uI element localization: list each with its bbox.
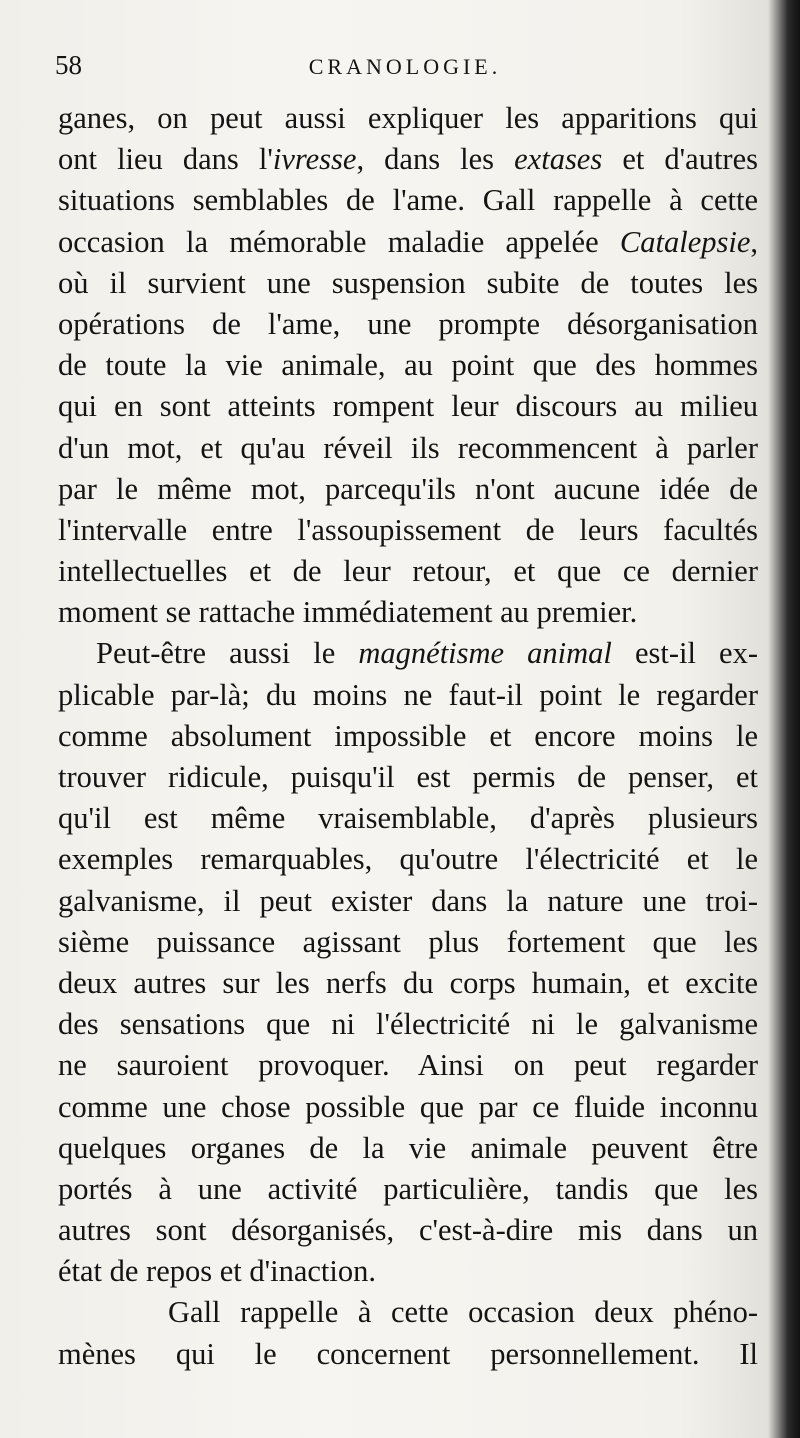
text-segment: situations semblables de l'ame. Gall rappelle à cette — [58, 183, 758, 218]
page-header — [55, 50, 755, 90]
text-line — [58, 1292, 758, 1333]
text-segment: ne sauroient provoquer. Ainsi on peut regarder — [58, 1048, 758, 1083]
text-segment: plicable par-là; du moins ne faut-il point le regarder — [58, 677, 758, 712]
text-line — [58, 551, 758, 592]
text-line — [58, 798, 758, 839]
text-line — [58, 469, 758, 510]
text-segment: , dans les — [356, 142, 515, 177]
text-segment: Gall rappelle à cette occasion deux phéno- — [168, 1295, 758, 1330]
text-line — [58, 963, 758, 1004]
text-segment: portés à une activité particulière, tandis que les — [58, 1171, 758, 1206]
italic-segment: Catalepsie — [619, 224, 751, 259]
text-segment: ganes, on peut aussi expliquer les apparitions qui — [58, 101, 758, 135]
text-segment: par le même mot, parcequ'ils n'ont aucune idée de — [58, 471, 758, 506]
italic-segment: ivresse — [272, 142, 357, 177]
text-segment: galvanisme, il peut exister dans la nature une troi- — [58, 883, 758, 918]
text-line — [58, 1334, 758, 1375]
text-segment: comme une chose possible que par ce fluide inconnu — [58, 1089, 758, 1124]
italic-segment: extases — [514, 142, 603, 177]
text-line — [58, 510, 758, 551]
text-line — [58, 428, 758, 469]
text-segment: occasion la mémorable maladie appelée — [58, 224, 620, 259]
text-line — [58, 345, 758, 386]
text-line — [58, 386, 758, 427]
text-segment: quelques organes de la vie animale peuvent être — [58, 1130, 758, 1165]
text-line — [58, 1004, 758, 1045]
page-number: 58 — [55, 50, 82, 80]
text-segment: opérations de l'ame, une prompte désorganisation — [58, 306, 758, 341]
text-line — [58, 180, 758, 221]
text-segment: intellectuelles et de leur retour, et que ce dernier — [58, 554, 758, 589]
text-line — [58, 98, 758, 139]
text-segment: Peut-être aussi le — [96, 636, 359, 671]
text-segment: des sensations que ni l'électricité ni le galvanisme — [58, 1007, 758, 1042]
text-segment: moment se rattache immédiatement au premier. — [58, 595, 638, 630]
text-line — [58, 1251, 758, 1292]
italic-segment: magnétisme animal — [358, 636, 612, 671]
text-segment: ont lieu dans l' — [58, 142, 273, 177]
text-line — [58, 222, 758, 263]
text-segment: comme absolument impossible et encore moins le — [58, 718, 758, 753]
text-line — [58, 263, 758, 304]
text-segment: où il survient une suspension subite de toutes les — [58, 265, 758, 300]
text-line — [58, 881, 758, 922]
text-segment: d'un mot, et qu'au réveil ils recommencent à parler — [58, 430, 758, 465]
text-line — [58, 839, 758, 880]
text-line — [58, 1045, 758, 1086]
text-line — [58, 139, 758, 180]
running-title: CRANOLOGIE. — [308, 54, 502, 79]
text-line — [58, 1210, 758, 1251]
text-segment: trouver ridicule, puisqu'il est permis de penser, et — [58, 760, 758, 794]
text-segment: qu'il est même vraisemblable, d'après plusieurs — [58, 801, 758, 836]
text-line — [58, 922, 758, 963]
text-line — [58, 1128, 758, 1169]
text-line — [58, 757, 758, 798]
text-segment: l'intervalle entre l'assoupissement de leurs facultés — [58, 512, 758, 547]
text-segment: de toute la vie animale, au point que des hommes — [58, 348, 758, 383]
text-segment: est-il ex- — [611, 636, 758, 671]
text-segment: et d'autres — [602, 142, 758, 177]
text-line — [58, 675, 758, 716]
text-segment: deux autres sur les nerfs du corps humain, et excite — [58, 965, 758, 1000]
text-segment: autres sont désorganisés, c'est-à-dire mis dans un — [58, 1213, 758, 1248]
text-line — [58, 1087, 758, 1128]
text-segment: sième puissance agissant plus fortement que les — [58, 924, 758, 959]
text-line — [58, 633, 758, 674]
text-line — [58, 592, 758, 633]
body-text — [58, 98, 758, 1375]
text-line — [58, 1169, 758, 1210]
text-line — [58, 304, 758, 345]
text-segment: exemples remarquables, qu'outre l'électricité et le — [58, 842, 758, 877]
text-segment: , — [750, 224, 758, 259]
text-line — [58, 716, 758, 757]
text-segment: état de repos et d'inaction. — [58, 1254, 377, 1289]
text-segment: mènes qui le concernent personnellement. Il — [58, 1336, 758, 1371]
text-segment: qui en sont atteints rompent leur discours au milieu — [58, 389, 758, 424]
